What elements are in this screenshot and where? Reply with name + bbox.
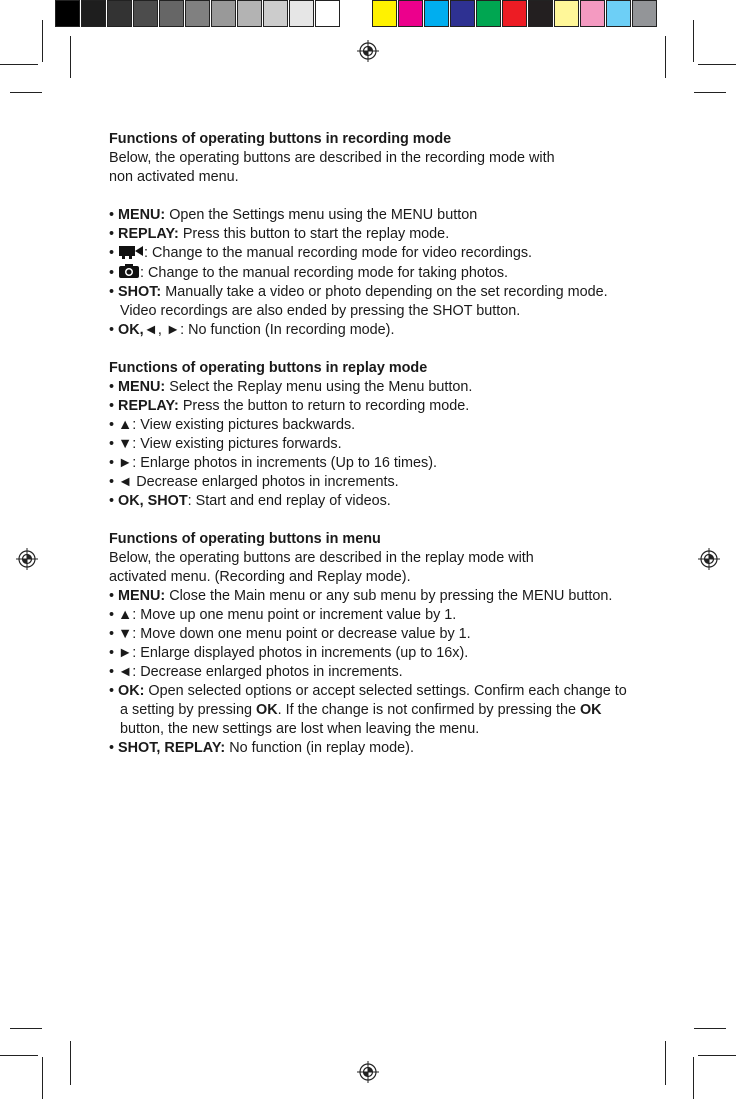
item-text: : Start and end replay of videos. bbox=[187, 493, 391, 509]
item-text: ▲: View existing pictures backwards. bbox=[118, 417, 356, 433]
crop-mark bbox=[10, 92, 42, 93]
item-text: , ►: No function (In recording mode). bbox=[157, 322, 395, 338]
crop-mark bbox=[698, 64, 736, 65]
crop-mark bbox=[10, 1028, 42, 1029]
list-item: • MENU: Open the Settings menu using the MENU button bbox=[109, 207, 478, 223]
intro-line: Below, the operating buttons are described in the recording mode with bbox=[109, 150, 555, 166]
crop-mark bbox=[70, 36, 71, 78]
button-key: REPLAY: bbox=[118, 226, 179, 242]
list-item: • MENU: Close the Main menu or any sub menu by pressing the MENU button. bbox=[109, 588, 613, 604]
registration-mark-icon bbox=[357, 1061, 379, 1083]
color-swatch bbox=[580, 0, 605, 27]
item-text: ▼: Move down one menu point or decrease value by 1. bbox=[118, 626, 471, 642]
list-item: • OK,◄, ►: No function (In recording mode). bbox=[109, 322, 395, 338]
photo-camera-icon bbox=[118, 263, 140, 279]
crop-mark bbox=[42, 20, 43, 62]
list-item: • ◄: Decrease enlarged photos in increments. bbox=[109, 664, 403, 680]
process-color-bar bbox=[372, 0, 658, 30]
crop-mark bbox=[694, 92, 726, 93]
button-key: MENU: bbox=[118, 588, 166, 604]
gray-color-bar bbox=[55, 0, 341, 30]
color-swatch bbox=[450, 0, 475, 27]
item-text: Manually take a video or photo depending on the set recording mode. Video recordings are also ended by pressing the SHOT button. bbox=[120, 284, 608, 319]
gray-swatch bbox=[133, 0, 158, 27]
color-swatch bbox=[554, 0, 579, 27]
item-text: ◄ Decrease enlarged photos in increments. bbox=[118, 474, 399, 490]
item-text: : Change to the manual recording mode for taking photos. bbox=[140, 265, 509, 281]
color-swatch bbox=[528, 0, 553, 27]
gray-swatch bbox=[263, 0, 288, 27]
item-text: ►: Enlarge displayed photos in increments (up to 16x). bbox=[118, 645, 469, 661]
list-item: • SHOT, REPLAY: No function (in replay mode). bbox=[109, 740, 414, 756]
item-text: . If the change is not confirmed by pressing the bbox=[277, 702, 580, 718]
crop-mark bbox=[42, 1057, 43, 1099]
color-swatch bbox=[424, 0, 449, 27]
list-item: • ▼: View existing pictures forwards. bbox=[109, 436, 342, 452]
list-item: • OK, SHOT: Start and end replay of videos. bbox=[109, 493, 391, 509]
item-text: Close the Main menu or any sub menu by pressing the MENU button. bbox=[165, 588, 613, 604]
video-camera-icon bbox=[118, 244, 144, 259]
list-item: • ►: Enlarge photos in increments (Up to 16 times). bbox=[109, 455, 438, 471]
intro-line: Below, the operating buttons are described in the replay mode with bbox=[109, 550, 534, 566]
list-item: • ▲: View existing pictures backwards. bbox=[109, 417, 356, 433]
item-text: : Change to the manual recording mode for video recordings. bbox=[144, 245, 533, 261]
registration-mark-icon bbox=[698, 548, 720, 570]
section-title-menu: Functions of operating buttons in menu bbox=[109, 531, 381, 547]
list-item: • ◄ Decrease enlarged photos in increments. bbox=[109, 474, 399, 490]
item-text: Open the Settings menu using the MENU button bbox=[165, 207, 478, 223]
gray-swatch bbox=[159, 0, 184, 27]
button-key: OK bbox=[579, 702, 602, 718]
section-intro bbox=[109, 149, 629, 187]
item-text: Select the Replay menu using the Menu button. bbox=[165, 379, 473, 395]
button-key: SHOT: bbox=[118, 284, 162, 300]
gray-swatch bbox=[211, 0, 236, 27]
intro-line: non activated menu. bbox=[109, 169, 239, 185]
color-swatch bbox=[372, 0, 397, 27]
item-text: ▼: View existing pictures forwards. bbox=[118, 436, 342, 452]
gray-swatch bbox=[55, 0, 80, 27]
list-item: • ▲: Move up one menu point or increment value by 1. bbox=[109, 607, 457, 623]
gray-swatch bbox=[81, 0, 106, 27]
section-title-replay-mode: Functions of operating buttons in replay mode bbox=[109, 360, 428, 376]
list-item: • ▼: Move down one menu point or decrease value by 1. bbox=[109, 626, 471, 642]
item-text: ▲: Move up one menu point or increment value by 1. bbox=[118, 607, 457, 623]
item-text: ►: Enlarge photos in increments (Up to 16 times). bbox=[118, 455, 438, 471]
button-key: OK, SHOT bbox=[118, 493, 188, 509]
button-key: OK,◄ bbox=[118, 322, 158, 338]
crop-mark bbox=[70, 1041, 71, 1085]
item-text: Press this button to start the replay mode. bbox=[178, 226, 450, 242]
gray-swatch bbox=[185, 0, 210, 27]
item-text: button, the new settings are lost when leaving the menu. bbox=[120, 721, 480, 737]
color-swatch bbox=[632, 0, 657, 27]
color-swatch bbox=[476, 0, 501, 27]
registration-mark-icon bbox=[357, 40, 379, 62]
crop-mark bbox=[665, 1041, 666, 1085]
list-item: • REPLAY: Press this button to start the replay mode. bbox=[109, 226, 450, 242]
color-swatch bbox=[606, 0, 631, 27]
gray-swatch bbox=[107, 0, 132, 27]
item-text: Press the button to return to recording mode. bbox=[178, 398, 470, 414]
crop-mark bbox=[0, 64, 38, 65]
list-item: • REPLAY: Press the button to return to recording mode. bbox=[109, 398, 470, 414]
crop-mark bbox=[694, 1028, 726, 1029]
gray-swatch bbox=[289, 0, 314, 27]
button-key: MENU: bbox=[118, 207, 166, 223]
button-key: SHOT, REPLAY: bbox=[118, 740, 226, 756]
document-body bbox=[109, 130, 629, 758]
button-key: MENU: bbox=[118, 379, 166, 395]
list-item: • ►: Enlarge displayed photos in increments (up to 16x). bbox=[109, 645, 469, 661]
list-item: • : Change to the manual recording mode for video recordings. bbox=[109, 245, 533, 261]
button-key: OK bbox=[256, 702, 278, 718]
item-text: Open selected options or accept selected settings. Confirm each change to a setting by pressing bbox=[120, 683, 627, 718]
intro-line: activated menu. (Recording and Replay mode). bbox=[109, 569, 411, 585]
registration-mark-icon bbox=[16, 548, 38, 570]
button-key: REPLAY: bbox=[118, 398, 179, 414]
list-item: • : Change to the manual recording mode for taking photos. bbox=[109, 265, 509, 281]
crop-mark bbox=[0, 1055, 38, 1056]
item-text: ◄: Decrease enlarged photos in increments. bbox=[118, 664, 403, 680]
button-key: OK: bbox=[118, 683, 145, 699]
color-swatch bbox=[398, 0, 423, 27]
gray-swatch bbox=[315, 0, 340, 27]
crop-mark bbox=[698, 1055, 736, 1056]
list-item: • SHOT: Manually take a video or photo depending on the set recording mode. Video recordings are also ended by pressing the SHOT button. bbox=[109, 284, 608, 319]
list-item: • MENU: Select the Replay menu using the Menu button. bbox=[109, 379, 473, 395]
section-title-recording-mode: Functions of operating buttons in recording mode bbox=[109, 131, 452, 147]
gray-swatch bbox=[237, 0, 262, 27]
section-intro bbox=[109, 549, 629, 587]
item-text: No function (in replay mode). bbox=[225, 740, 414, 756]
color-swatch bbox=[502, 0, 527, 27]
crop-mark bbox=[665, 36, 666, 78]
crop-mark bbox=[693, 20, 694, 62]
list-item: • OK: Open selected options or accept selected settings. Confirm each change to a setting by pressing OK. If the change is not confirmed by pressing the OK button, the new settings are lost when leaving the menu. bbox=[109, 683, 627, 737]
crop-mark bbox=[693, 1057, 694, 1099]
